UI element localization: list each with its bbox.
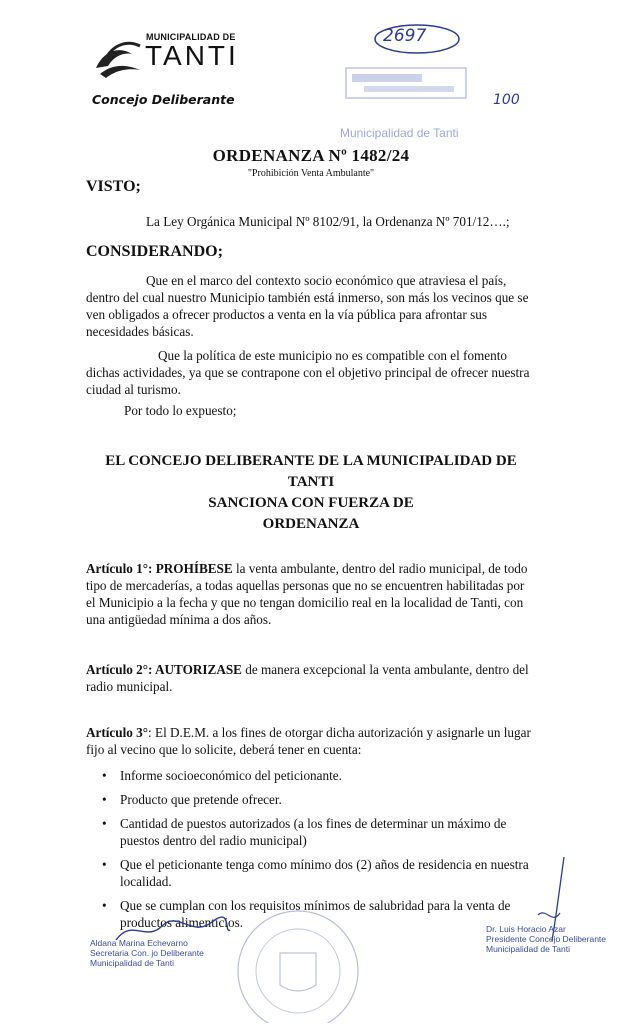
article-1-text: la venta ambulante, dentro del radio municipal, de todo tipo de mercaderías, a todas aquellas personas que no se encuentren habilitadas por el Municipio a la fecha y que no tengan domicilio real en la localidad de Tanti, con una antigüedad mínima a dos años. — [86, 561, 528, 627]
stamp-municipality: Municipalidad de Tanti — [340, 126, 459, 140]
list-item: • Que el peticionante tenga como mínimo dos (2) años de residencia en nuestra localidad. — [100, 856, 538, 890]
logo-top-text: MUNICIPALIDAD DE — [146, 32, 236, 42]
left-signer-role: Secretaria Con. jo Deliberante — [90, 948, 204, 958]
visto-heading: VISTO; — [86, 178, 141, 195]
handwritten-note: 100 — [493, 92, 520, 108]
list-item: • Cantidad de puestos autorizados (a los fines de determinar un máximo de puestos dentro del radio municipal) — [100, 815, 538, 849]
article-2-label: Artículo 2°: AUTORIZASE — [86, 662, 242, 677]
logo-main-text: TANTI — [145, 40, 239, 71]
considerando-paragraph-2: Que la política de este municipio no es compatible con el fomento dichas actividades, ya que se contrapone con el objetivo principal de ofrecer nuestra ciudad al turismo. — [86, 348, 530, 397]
list-item: • Informe socioeconómico del peticionante. — [100, 767, 538, 784]
article-1 — [86, 560, 536, 628]
article-2-text: de manera excepcional la venta ambulante, dentro del radio municipal. — [86, 662, 529, 694]
article-3-label: Artículo 3° — [86, 725, 149, 740]
considerando-heading: CONSIDERANDO; — [86, 243, 223, 260]
por-todo-text: Por todo lo expuesto; — [124, 403, 237, 418]
left-signature-block — [90, 938, 204, 968]
right-signature-block — [486, 924, 606, 954]
sanciona-line-4: ORDENANZA — [262, 516, 360, 532]
list-item: • Producto que pretende ofrecer. — [100, 791, 538, 808]
council-seal-icon — [218, 893, 388, 1023]
sanciona-line-1: EL CONCEJO DELIBERANTE DE LA MUNICIPALIDAD DE — [105, 453, 517, 469]
ordinance-title: ORDENANZA Nº 1482/24 — [212, 146, 410, 165]
left-signer-org: Municipalidad de Tanti — [90, 958, 174, 968]
list-item: • Que se cumplan con los requisitos mínimos de salubridad para la venta de productos alimenticios. — [100, 897, 538, 931]
left-signer-name: Aldana Marina Echevarno — [90, 938, 188, 948]
right-signer-role: Presidente Concejo Deliberante — [486, 934, 607, 944]
right-signer-name: Dr. Luis Horacio Azar — [486, 924, 566, 934]
article-3 — [86, 724, 538, 758]
concejo-deliberante-label: Concejo Deliberante — [92, 92, 235, 107]
article-2 — [86, 661, 536, 695]
right-signer-org: Municipalidad de Tanti — [486, 944, 570, 954]
sanciona-line-3: SANCIONA CON FUERZA DE — [208, 495, 414, 511]
sanciona-line-2: TANTI — [287, 474, 335, 490]
received-stamp-icon — [344, 66, 468, 100]
article-1-label: Artículo 1°: PROHÍBESE — [86, 561, 233, 576]
handwritten-number: 2697 — [383, 26, 427, 46]
visto-text: La Ley Orgánica Municipal Nº 8102/91, la Ordenanza Nº 701/12….; — [146, 214, 510, 229]
article-3-text: : El D.E.M. a los fines de otorgar dicha autorización y asignarle un lugar fijo al vecino que lo solicite, deberá tener en cuenta: — [86, 725, 531, 757]
ordinance-subtitle: "Prohibición Venta Ambulante" — [247, 168, 375, 179]
considerando-paragraph-1: Que en el marco del contexto socio económico que atraviesa el país, dentro del cual nuestro Municipio también está inmerso, son más los vecinos que se ven obligados a ofrecer productos a venta en la vía pública para afrontar sus necesidades básicas. — [86, 273, 529, 339]
